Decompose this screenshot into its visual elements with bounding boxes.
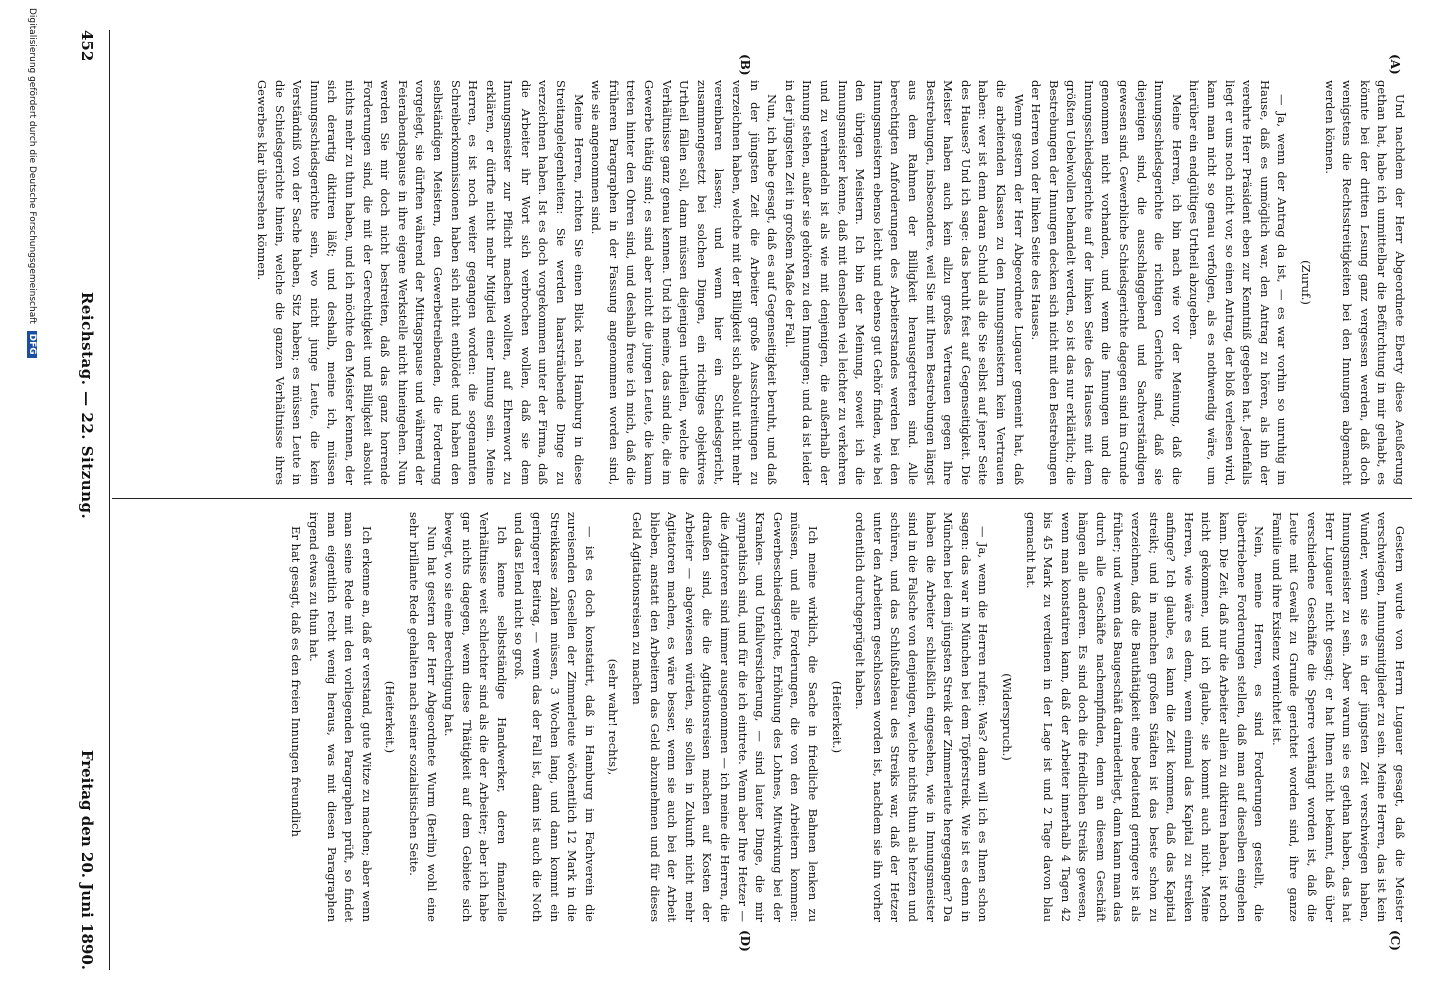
interjection: (Heiterkeit.) — [829, 680, 844, 754]
interjection: (Heiterkeit.) — [383, 680, 398, 754]
paragraph: Ich kenne selbstständige Handwerker, deren finanzielle Verhältnisse weit schlechter sind als die der Arbeiter; aber ich habe gar nichts dagegen, wenn diese Thätigkeit auf dem Gebiete sich bewegt, wo sie eine Berechtigung hat. — [442, 512, 509, 922]
page-header — [72, 30, 102, 970]
paragraph: Nun, ich habe gesagt, daß es auf Gegenseitigkeit beruht, und daß in der jüngsten Zeit die Arbeiter große Ausschreitungen zu verzeichnen haben, welche mit der Billigkeit sich absolut nicht mehr vereinbaren lassen; und wenn hier ein Schiedsgericht, zusammengesetzt bei solchen Dingen, ein richtiges objektives Urtheil fällen soll, dann müssen diejenigen urtheilen, welche die Verhältnisse ganz genau kennen. Und ich meine, das sind die, die im Gewerbe thätig sind; es sind aber nicht die jungen Leute, die kaum treten hinter den Ohren sind, und deshalb freue ich mich, daß die früheren Paragraphen in der Fassung angenommen worden sind, wie sie angenommen sind. — [589, 80, 780, 485]
paragraph: Meine Herren, ich bin nach wie vor der Meinung, daß die Innungsschiedsgerichte die richtigen Gerichte sind, daß sie diejenigen sind, die ausschlaggebend und Sachverständigen gewesen sind. Gewerbliche Schiedsgerichte dagegen sind im Grunde genommen nicht vorhanden, und wenn die Innungen und die Innungsschiedsgerichte auf der linken Seite des Hauses mit dem größten Uebelwollen behandelt werden, so ist das nur erklärlich; die Bestrebungen der Innungen decken sich nicht mit den Bestrebungen der Herren von der linken Seite des Hauses. — [1029, 80, 1184, 485]
margin-marker-b: (B) — [738, 54, 752, 76]
left-column — [118, 80, 1408, 485]
paragraph: Er hat gesagt, daß es den freien Innungen freundlich — [289, 526, 304, 837]
paragraph: Wenn gestern der Herr Abgeordnete Lugauer gemeint hat, daß die arbeitenden Klassen zu den Innungsmeistern kein Vertrauen haben: wer ist denn daran Schuld als die Sie selbst auf jener Seite des Hauses? Und ich sage: das beruht fest auf Gegenseitigkeit. Die Meister haben auch kein allzu großes Vertrauen gegen Ihre Bestrebungen, insbesondere, weil Sie mit Ihren Bestrebungen längst aus dem Rahmen der Billigkeit herausgetreten sind. Alle berechtigten Anforderungen des Arbeiterstandes werden bei den Innungsmeistern ebenso leicht und ebenso gut Gehör finden, wie bei den übrigen Meistern. Ich bin der Meinung, soweit ich die Innungsmeister kenne, daß mit denselben viel leichter zu verkehren und zu verhandeln ist als wie mit denjenigen, die außerhalb der Innung stehen, außer sie gehören zu den Innungen; und da ist leider in der jüngsten Zeit in großem Maße der Fall. — [782, 80, 1026, 485]
paragraph: — ist es doch konstatirt, daß in Hamburg im Fachverein die zureisenden Gesellen der Zimmerleute wöchentlich 12 Mark in die Streikkasse zahlen müssen, 3 Wochen lang, und dann kommt ein geringerer Beitrag, — wenn das der Fall ist, dann ist auch die Noth und das Elend nicht so groß. — [512, 512, 597, 922]
rotated-page — [12, 0, 1432, 1000]
interjection: (sehr wahr! rechts), — [606, 658, 621, 776]
dfg-logo: DFG — [27, 331, 37, 358]
paragraph: Nun hat gestern der Herr Abgeordnete Wurm (Berlin) wohl eine sehr brillante Rede gehalten nach seiner sozialistischen Seite. — [406, 512, 439, 922]
paragraph: Und nachdem der Herr Abgeordnete Eberty diese Aeußerung gethan hat, habe ich unmittelbar die Befürchtung in mir gehabt, es könnte bei der dritten Lesung ganz vergessen werden, daß doch wenigstens die Rechtsstreitigkeiten bei den Innungen abgemacht werden können. — [1322, 80, 1407, 485]
interjection: (Zuruf.) — [1299, 260, 1314, 305]
page-title: Reichstag. — 22. Sitzung. — [78, 291, 96, 520]
page-date: Freitag den 20. Juni 1890. — [78, 749, 96, 970]
margin-marker-d: (D) — [738, 930, 752, 952]
paragraph: Ich meine wirklich, die Sache in friedliche Bahnen lenken zu müssen, und alle Forderungen, die von den Arbeitern kommen: Gewerbeschiedsgerichte, Erhöhung des Lohnes, Mitwirkung bei der Kranken- und Unfallversicherung, — sind lauter Dinge, die mir sympathisch sind, und für die ich eintrete. Wenn aber Ihre Hetzer — die Agitatoren sind immer ausgenommen — ich meine die Herren, die draußen sind, die die Agitationsreisen machen auf Kosten der Arbeiter — abgewiesen würden, sie sollen in Zukunft nicht mehr Agitatoren machen, es wäre besser, wenn sie auch bei der Arbeit blieben, anstatt den Arbeitern das Geld abzunehmen und für dieses Geld Agitationsreisen zu machen — [630, 512, 820, 922]
paragraph: Meine Herren, richten Sie einen Blick nach Hamburg in diese Streitangelegenheiten: Sie werden haarsträubende Dinge zu verzeichnen haben. Ist es doch vorgekommen unter der Firma, daß die Arbeiter ihr Wort sich verbrochen wollen, daß sie dem Innungsmeister zur Pflicht machen wollten, auf Ehrenwort zu erklären, er dürfte nicht mehr Mitglied einer Innung sein. Meine Herren, es ist noch weiter gegangen worden: die sogenannten Schreiberkommissionen haben sich nicht entblödet und haben den selbständigen Meistern, den Gewerbetreibenden, die Forderung vorgelegt, sie dürften während der Mittagspause und während der Feierabendspause in ihre eigene Werkstelle nicht hineingehen. Nun werden Sie mir doch nicht bestreiten, daß das ganz horrende Forderungen sind, die mit der Gerechtigkeit und Billigkeit absolut nichts mehr zu thun haben, und ich möchte den Meister kennen, der sich derartig diktiren läßt; und deshalb, meine ich, müssen Innungsschiedsgerichte sein, wo nicht junge Leute, die kein Verständniß von der Sache haben, Sitz haben; es müssen Leute in die Schiedsgerichte hinein, welche die ganzen Verhältnisse ihres Gewerbes klar übersehen können. — [255, 80, 586, 485]
margin-marker-a: (A) — [1388, 54, 1402, 75]
paragraph: Nein, meine Herren, es sind Forderungen gestellt, die übertriebene Forderungen stellen, daß man auf dieselben eingehen kann. Die Zeit, daß nur die Arbeiter allein zu diktiren haben, ist noch nicht gekommen, und ich glaube, sie kommt auch nicht. Meine Herren, wie wäre es denn, wenn einmal das Kapital zu streiken anfinge? Ich glaube, es kann die Zeit kommen, daß das Kapital streikt; und in manchen großen Städten ist das beste schon zu verzeichnen, daß die Bauthätigkeit eine bedeutend geringere ist als früher; und wenn das Baugeschäft darniederliegt, dann kann man das durch alle Geschäfte nachempfinden, denn an diesem Geschäft hängen alle anderen. Es sind doch die friedlichen Streiks gewesen, wenn man konstatiren kann, daß der Arbeiter innerhalb 4 Tagen 42 bis 45 Mark zu verdienen in der Lage ist und 2 Tage davon blau gemacht hat. — [1023, 512, 1267, 922]
digitization-note — [27, 8, 37, 358]
interjection: (Widerspruch.) — [999, 673, 1014, 761]
paragraph: Ich erkenne an, daß er verstand, gute Witze zu machen; aber wenn man seine Rede mit den vorliegenden Paragraphen prüft, so findet man eigentlich recht wenig heraus, was mit diesen Paragraphen irgend etwas zu thun hat. — [306, 512, 374, 922]
right-column — [118, 512, 1408, 922]
page-number: 452 — [78, 30, 96, 62]
paragraph: — Ja, wenn der Antrag da ist, — es war vorhin so unruhig im Hause, daß es unmöglich war, den Antrag zu hören, als ihn der verehrte Herr Präsident eben zur Kenntniß gegeben hat. Jedenfalls liegt er uns noch nicht vor, so einen Antrag, der bloß verlesen wird, kann man nicht so genau verfolgen, als es nothwendig wäre, um hierüber ein endgültiges Urtheil abzugeben. — [1187, 80, 1290, 485]
column-divider — [112, 498, 1412, 499]
paragraph: Gestern wurde von Herrn Lugauer gesagt, daß die Meister verschwiegen, Innungsmitglieder zu sein. Meine Herren, das ist kein Wunder, wenn sie es in der jüngsten Zeit verschwiegen haben, Innungsmeister zu sein. Aber warum sie es gethan haben, das hat Herr Lugauer nicht gesagt; er hat Ihnen nicht bekannt, daß über verschiedene Geschäfte die Sperre verhängt worden ist, daß die Leute mit Gewalt zu Grunde gerichtet worden sind, ihre ganze Familie und ihre Existenz vernichtet ist. — [1269, 512, 1407, 922]
paragraph: — Ja, wenn die Herren rufen: Was? dann will ich es Ihnen schon sagen: das war in München bei dem Töpferstreik. Wie ist es denn in München bei dem jüngsten Streik der Zimmerleute hergegangen? Da haben die Arbeiter schließlich eingesehen, wie in Innungsmeister sind in die Falsche von denjenigen, welche nichts thun als hetzen und schüren, und das Schlußtableau des Streiks war, daß der Hetzer unter den Arbeitern geschlossen worden ist, nachdem sie ihn vorher ordentlich durchgeprügelt haben. — [853, 512, 991, 922]
digitization-text: Digitalisierung gefördert durch die Deutsche Forschungsgemeinschaft — [27, 8, 37, 324]
margin-marker-c: (C) — [1388, 930, 1402, 951]
header-rule — [109, 30, 110, 970]
